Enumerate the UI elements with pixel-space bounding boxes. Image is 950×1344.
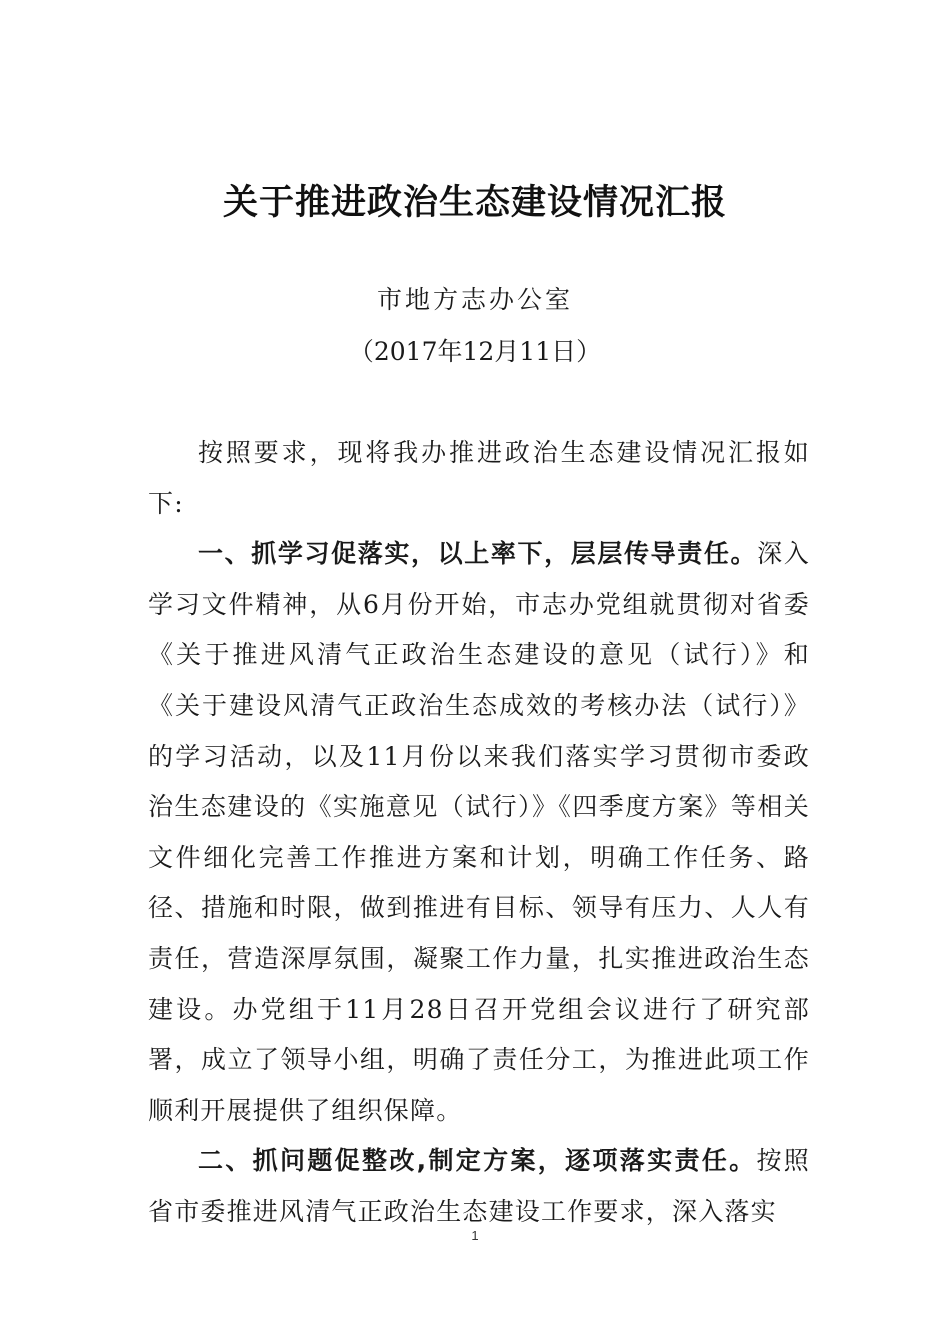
section-heading-2: 二、抓问题促整改,制定方案，逐项落实责任。 bbox=[198, 1146, 757, 1176]
document-body bbox=[148, 428, 810, 1238]
document-date: （2017年12月11日） bbox=[348, 337, 602, 366]
section-heading-1: 一、抓学习促落实，以上率下，层层传导责任。 bbox=[198, 539, 758, 569]
organization-name: 市地方志办公室 bbox=[376, 285, 573, 314]
section-paragraph-1 bbox=[148, 529, 810, 1136]
section-text-2: 按照省市委推进风清气正政治生态建设工作要求，深入落实 bbox=[148, 1146, 811, 1226]
document-title: 关于推进政治生态建设情况汇报 bbox=[222, 183, 727, 223]
section-text-1: 深入学习文件精神，从6月份开始，市志办党组就贯彻对省委《关于推进风清气正政治生态建设的意见（试行）》和《关于建设风清气正政治生态成效的考核办法（试行）》的学习活动，以及11月份以来我们落实学习贯彻市委政治生态建设的《实施意见（试行）》《四季度方案》等相关文件细化完善工作推进方案和计划，明确工作任务、路径、措施和时限，做到推进有目标、领导有压力、人人有责任，营造深厚氛围，凝聚工作力量，扎实推进政治生态建设。办党组于11月28日召开党组会议进行了研究部署，成立了领导小组，明确了责任分工，为推进此项工作顺利开展提供了组织保障。 bbox=[148, 539, 810, 1125]
page-number: 1 bbox=[471, 1228, 479, 1243]
section-paragraph-2 bbox=[148, 1136, 810, 1237]
intro-paragraph: 按照要求，现将我办推进政治生态建设情况汇报如下: bbox=[148, 438, 810, 518]
